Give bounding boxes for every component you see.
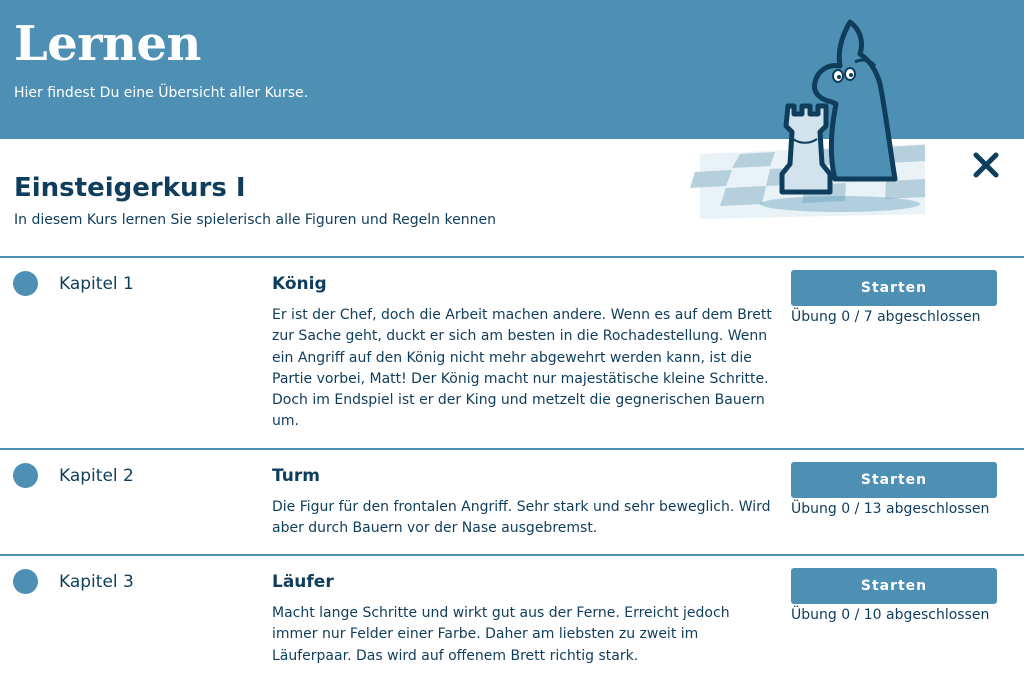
figure-shadow [760,196,920,212]
chapter-label: Kapitel 1 [59,274,134,294]
chapter-row-3 [0,556,1024,683]
page-subtitle: Hier findest Du eine Übersicht aller Kurse. [14,85,309,101]
chapter-description: Macht lange Schritte und wirkt gut aus der Ferne. Erreicht jedoch immer nur Felder einer Farbe. Daher am liebsten zu zweit im Läuferpaar. Das wird auf offenem Brett richtig stark. [272,605,730,664]
close-icon[interactable] [968,147,1004,183]
status-dot-icon [13,271,38,296]
chapter-label: Kapitel 3 [59,572,134,592]
chapter-name: König [272,274,327,294]
status-dot-icon [13,569,38,594]
start-button-chapter-3[interactable]: Starten [791,568,997,604]
chapter-progress: Übung 0 / 13 abgeschlossen [791,501,990,517]
chess-mascot-illustration [690,14,930,224]
start-button-chapter-2[interactable]: Starten [791,462,997,498]
status-dot-icon [13,463,38,488]
page-title: Lernen [14,16,201,72]
chapter-description: Er ist der Chef, doch die Arbeit machen andere. Wenn es auf dem Brett zur Sache geht, duckt er sich am besten in die Rochadestellung. Wenn ein Angriff auf den König nicht mehr abgewehrt werden kann, ist die Partie vorbei, Matt! Der König macht nur majestätische kleine Schritte. Doch im Endspiel ist er der King und metzelt die gegnerischen Bauern um. [272,307,772,430]
course-subtitle: In diesem Kurs lernen Sie spielerisch alle Figuren und Regeln kennen [14,212,496,228]
course-title: Einsteigerkurs I [14,173,246,203]
chapter-name: Läufer [272,572,334,592]
chapter-progress: Übung 0 / 7 abgeschlossen [791,309,981,325]
start-button-chapter-1[interactable]: Starten [791,270,997,306]
chapter-label: Kapitel 2 [59,466,134,486]
chapter-progress: Übung 0 / 10 abgeschlossen [791,607,990,623]
chapter-name: Turm [272,466,320,486]
chapter-row-2 [0,450,1024,554]
chapter-row-1 [0,258,1024,448]
rook-figure [782,106,830,192]
chapter-description: Die Figur für den frontalen Angriff. Sehr stark und sehr beweglich. Wird aber durch Bauern vor der Nase ausgebremst. [272,499,771,537]
